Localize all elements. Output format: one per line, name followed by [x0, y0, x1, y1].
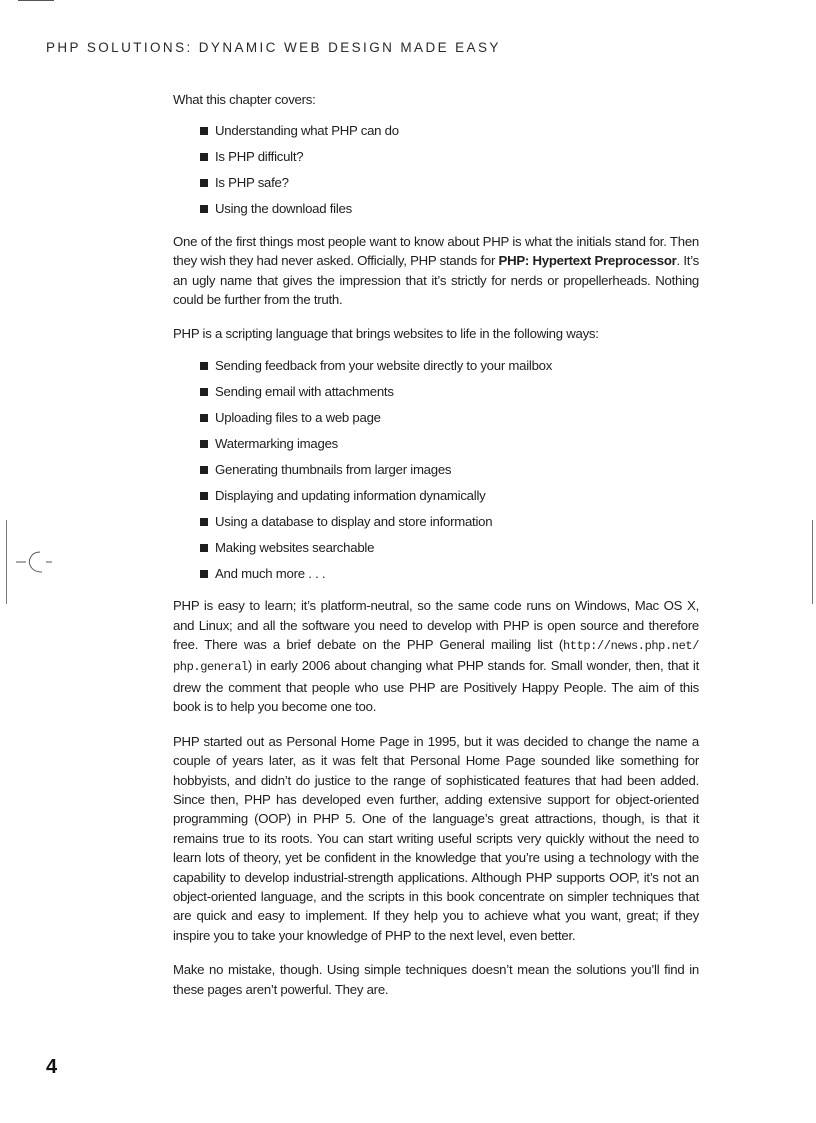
- chapter-intro: What this chapter covers:: [173, 92, 316, 107]
- list-item: [200, 408, 699, 427]
- page-number: 4: [46, 1056, 58, 1078]
- paragraph-php-uses-intro: PHP is a scripting language that brings websites to life in the following ways:: [173, 326, 599, 342]
- list-item: [200, 486, 699, 505]
- list-item-text: Sending email with attachments: [215, 383, 394, 399]
- right-margin-rule: [812, 520, 813, 604]
- chapter-text: [173, 90, 699, 999]
- list-item-text: Is PHP safe?: [215, 175, 289, 191]
- list-item: [200, 382, 699, 401]
- bullet-icon: [200, 492, 208, 500]
- left-margin-rule: [6, 520, 7, 604]
- list-item-text: Watermarking images: [215, 435, 339, 451]
- php-full-name: PHP: Hypertext Preprocessor: [498, 253, 677, 269]
- running-head: PHP SOLUTIONS: DYNAMIC WEB DESIGN MADE EASY: [46, 40, 501, 55]
- paragraph-easy-to-learn: [173, 596, 699, 716]
- paragraph-php-name: [173, 232, 699, 310]
- mailing-list-url-continued: php.general: [173, 660, 248, 675]
- list-item: [200, 121, 699, 140]
- list-item-text: Uploading files to a web page: [215, 409, 381, 425]
- bullet-icon: [200, 388, 208, 396]
- php-uses-list: [173, 356, 699, 583]
- registration-mark-icon: [14, 548, 54, 576]
- list-item: [200, 564, 699, 583]
- list-item: [200, 199, 699, 218]
- paragraph-closing: Make no mistake, though. Using simple techniques doesn’t mean the solutions you’ll find in these pages aren’t powerful. They are.: [173, 962, 699, 997]
- list-item: [200, 173, 699, 192]
- mailing-list-url: http://news.php.net/: [562, 639, 699, 654]
- bullet-icon: [200, 466, 208, 474]
- paragraph-php-history: PHP started out as Personal Home Page in 1995, but it was decided to change the name a couple of years later, as it was felt that Personal Home Page sounded like something for hobbyists, and didn’t do justice to the range of sophisticated features that had been added. Since then, PHP has developed even further, adding extensive support for object-oriented programming (OOP) in PHP 5. One of the language’s great attractions, though, is that it remains true to its roots. You can start writing useful scripts very quickly without the need to learn lots of theory, yet be confident in the knowledge that you’re using a technology with the capability to develop industrial-strength applications. Although PHP supports OOP, it’s not an object-oriented language, and the scripts in this book concentrate on simpler techniques that are quick and easy to implement. If they help you to achieve what you want, great; if they inspire you to take your knowledge of PHP to the next level, even better.: [173, 733, 699, 943]
- list-item: [200, 460, 699, 479]
- list-item-text: Using the download files: [215, 201, 352, 217]
- bullet-icon: [200, 179, 208, 187]
- list-item-text: Sending feedback from your website directly to your mailbox: [215, 357, 553, 373]
- list-item: [200, 538, 699, 557]
- list-item-text: Understanding what PHP can do: [215, 123, 399, 139]
- paragraph-text: ) in early 2006 about changing what PHP stands for. Small wonder, then, that it drew the comment that people who use PHP are Positively Happy People. The aim of this book is to help you become one too.: [173, 658, 699, 715]
- list-item-text: Using a database to display and store information: [215, 513, 493, 529]
- list-item-text: And much more . . .: [215, 565, 326, 581]
- bullet-icon: [200, 440, 208, 448]
- list-item-text: Making websites searchable: [215, 539, 375, 555]
- list-item: [200, 356, 699, 375]
- list-item-text: Generating thumbnails from larger images: [215, 461, 452, 477]
- list-item: [200, 434, 699, 453]
- top-rule: [18, 0, 54, 1]
- bullet-icon: [200, 570, 208, 578]
- bullet-icon: [200, 127, 208, 135]
- bullet-icon: [200, 518, 208, 526]
- chapter-topics-list: [173, 121, 699, 218]
- list-item-text: Is PHP difficult?: [215, 149, 304, 165]
- list-item: [200, 147, 699, 166]
- paragraph-text: PHP is easy to learn; it’s platform-neutral, so the same code runs on Windows, Mac OS X, and Linux; and all the software you need to develop with PHP is open source and therefore free. There was a brief debate on the PHP General mailing list (: [173, 598, 699, 653]
- list-item-text: Displaying and updating information dynamically: [215, 487, 486, 503]
- bullet-icon: [200, 153, 208, 161]
- list-item: [200, 512, 699, 531]
- bullet-icon: [200, 544, 208, 552]
- bullet-icon: [200, 414, 208, 422]
- bullet-icon: [200, 362, 208, 370]
- bullet-icon: [200, 205, 208, 213]
- paragraph-text: . It’s an ugly name that gives the impression that it’s strictly for nerds or propellerheads. Nothing could be further from the truth.: [173, 253, 699, 308]
- paragraph-text: One of the first things most people want to know about PHP is what the initials stand for. Then they wish they had never asked. Officially, PHP stands for: [173, 233, 699, 269]
